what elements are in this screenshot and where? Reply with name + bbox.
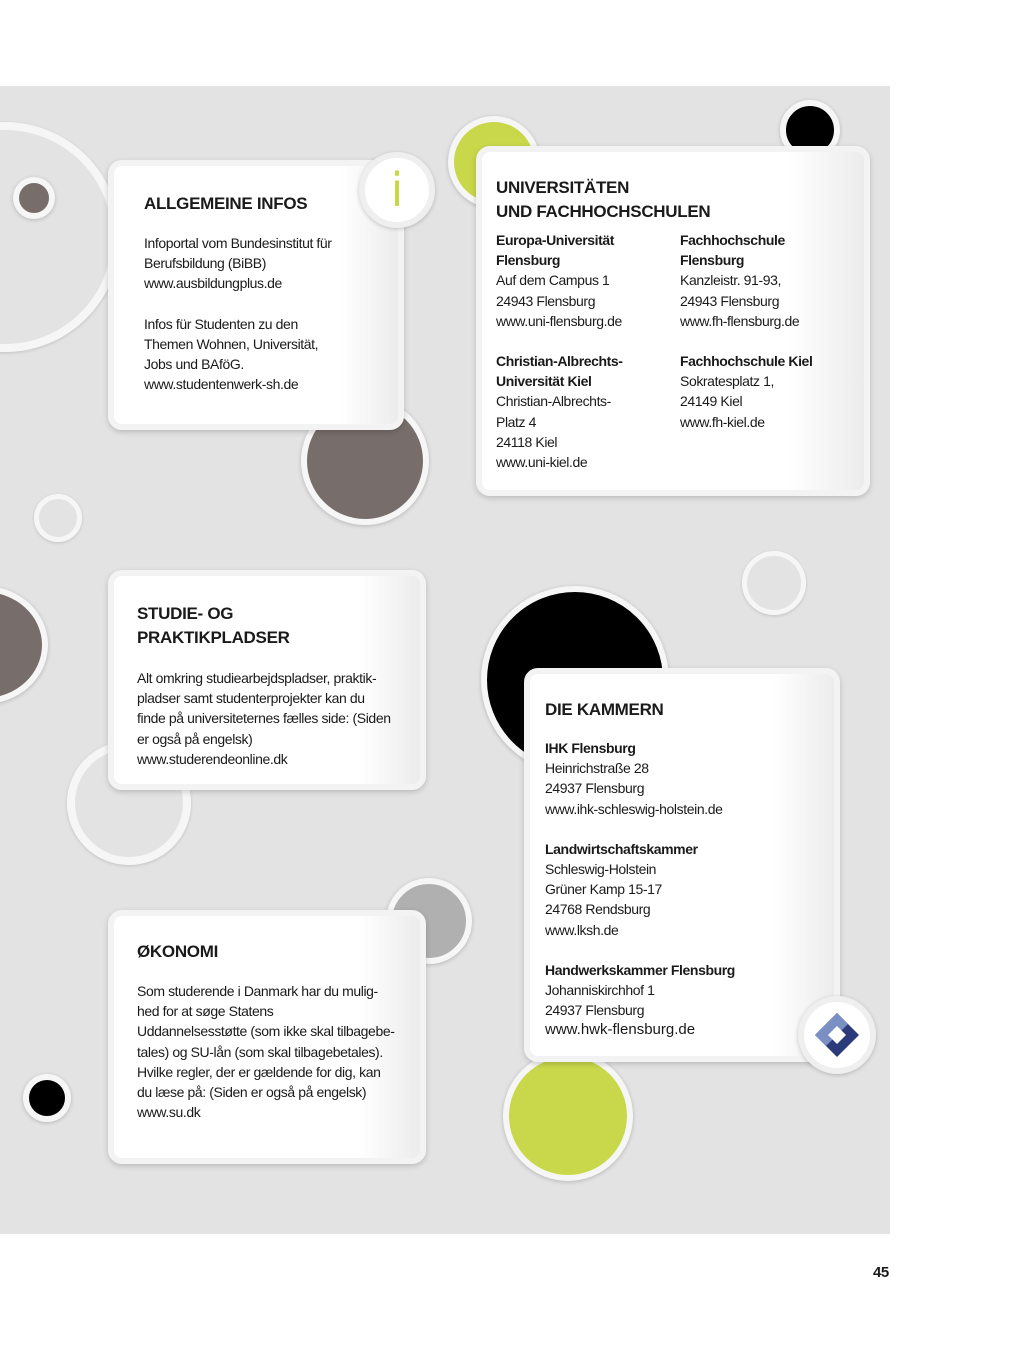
text-line: Themen Wohnen, Universität, [144,335,319,352]
link-text[interactable]: www.studentenwerk-sh.de [144,376,299,393]
uni-entry [496,230,680,331]
text-line: 24943 Flensburg [496,292,596,309]
uni-entry [680,230,864,331]
entry-name: Fachhochschule [680,232,785,248]
text-line: 24118 Kiel [496,433,558,450]
text-line: Kanzleistr. 91-93, [680,272,781,289]
link-text[interactable]: www.hwk-flensburg.de [545,1021,696,1039]
small-taupe-circle [13,177,55,219]
small-ring-left [34,494,82,542]
text-line: Platz 4 [496,413,536,430]
card-title: DIE KAMMERN [545,700,664,719]
text-line: Uddannelsesstøtte (som ikke skal tilbagebe- [137,1023,395,1040]
link-text[interactable]: www.studerendeonline.dk [137,750,288,767]
taupe-circle-left-edge [0,586,48,704]
text-line: finde på universiteternes fælles side: (Siden [137,710,391,727]
uni-entry [496,351,680,472]
card-title: ALLGEMEINE INFOS [144,194,308,213]
link-text[interactable]: www.su.dk [137,1104,201,1121]
card-title-line-2: PRAKTIKPLADSER [137,628,290,647]
entry-name: Christian-Albrechts- [496,353,623,370]
text-line: Infos für Studenten zu den [144,315,298,332]
text-line: Hvilke regler, der er gældende for dig, kan [137,1063,381,1080]
entry-name: Flensburg [496,252,561,269]
info-i-glyph: i [390,163,404,217]
page-number: 45 [873,1264,889,1281]
card-title-line-1: UNIVERSITÄTEN [496,178,630,197]
large-lime-circle [503,1051,633,1181]
entry-name: Flensburg [680,252,745,269]
uni-entry [680,351,864,472]
card-universitaeten [476,146,870,496]
small-black-circle [23,1074,71,1122]
text-line: 24149 Kiel [680,393,743,410]
card-title: ØKONOMI [137,942,219,961]
hwk-logo-icon [798,996,876,1074]
uni-row-2 [496,351,864,472]
text-line: 24937 Flensburg [545,1002,645,1019]
text-line: tales) og SU-lån (som skal tilbagebetales). [137,1043,383,1060]
card-title-line-1: STUDIE- OG [137,604,234,623]
entry-name: Landwirtschaftskammer [545,840,698,857]
text-line: du læse på: (Siden er også på engelsk) [137,1084,367,1101]
text-line: Jobs und BAföG. [144,356,244,373]
hwk-logo-graphic [804,1002,870,1068]
text-line: Som studerende i Danmark har du mulig- [137,983,378,999]
text-line: Sokratesplatz 1, [680,373,774,390]
entry-name: Handwerkskammer Flensburg [545,961,735,978]
text-line: Christian-Albrechts- [496,393,611,410]
card-title-line-2: UND FACHHOCHSCHULEN [496,202,711,221]
text-line: 24937 Flensburg [545,780,645,797]
text-line: Berufsbildung (BiBB) [144,255,266,272]
text-line: Auf dem Campus 1 [496,272,610,289]
entry-name: Fachhochschule Kiel [680,353,813,370]
card-oekonomi [108,910,426,1164]
text-line: Alt omkring studiearbejdspladser, praktik- [137,670,377,686]
text-line: Grüner Kamp 15-17 [545,881,662,898]
card-die-kammern [524,668,840,1062]
link-text[interactable]: www.lksh.de [545,921,619,938]
text-line: Heinrichstraße 28 [545,760,649,777]
entry-name: Universität Kiel [496,373,592,390]
link-text[interactable]: www.uni-flensburg.de [496,312,622,329]
text-line: er også på engelsk) [137,730,253,747]
text-line: Johanniskirchhof 1 [545,982,655,999]
entry-name: IHK Flensburg [545,740,636,756]
large-white-ring-left [0,122,120,352]
link-text[interactable]: www.uni-kiel.de [496,454,588,471]
text-line: pladser samt studenterprojekter kan du [137,690,365,707]
text-line: Schleswig-Holstein [545,861,657,878]
info-icon [359,152,435,228]
link-text[interactable]: www.fh-kiel.de [680,413,765,430]
text-line: Infoportal vom Bundesinstitut für [144,235,332,251]
uni-row-1 [496,230,864,331]
entry-name: Europa-Universität [496,232,615,248]
text-line: hed for at søge Statens [137,1003,274,1020]
link-text[interactable]: www.fh-flensburg.de [680,312,800,329]
text-line: 24943 Flensburg [680,292,780,309]
text-line: 24768 Rendsburg [545,901,651,918]
link-text[interactable]: www.ausbildungplus.de [144,275,282,292]
small-ring-right [742,551,806,615]
card-studie-praktikpladser [108,570,426,790]
link-text[interactable]: www.ihk-schleswig-holstein.de [545,800,723,817]
